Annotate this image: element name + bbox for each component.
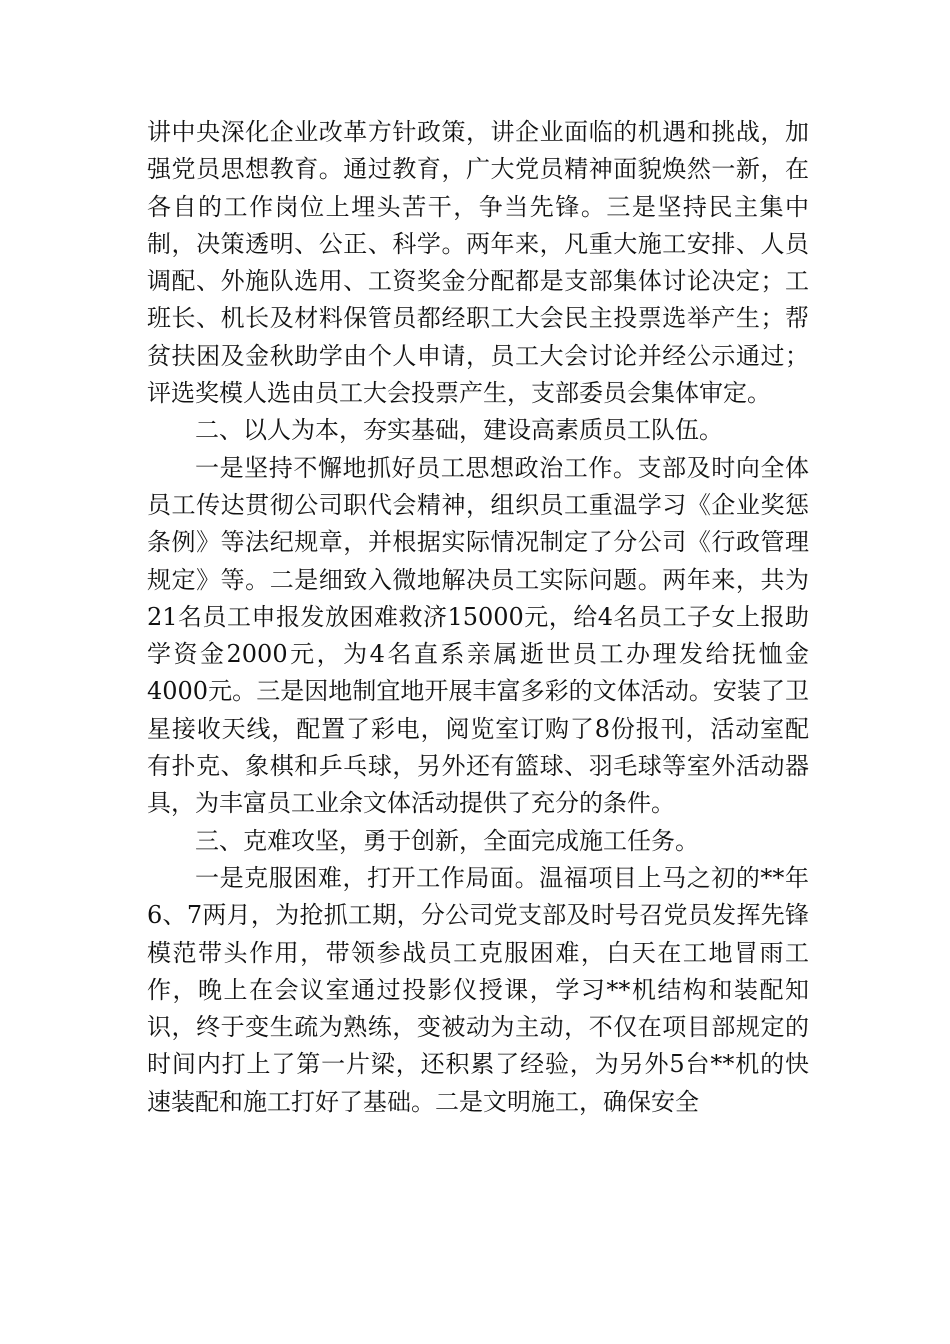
- section-heading-2: 二、以人为本，夯实基础，建设高素质员工队伍。: [195, 416, 723, 445]
- paragraph-section-2: 一是坚持不懈地抓好员工思想政治工作。支部及时向全体员工传达贯彻公司职代会精神，组织员工重温学习《企业奖惩条例》等法纪规章，并根据实际情况制定了分公司《行政管理规定》等。二是细致入微地解决员工实际问题。两年来，共为21名员工申报发放困难救济15000元，给4名员工子女上报助学资金2000元，为4名直系亲属逝世员工办理发给抚恤金4000元。三是因地制宜地开展丰富多彩的文体活动。安装了卫星接收天线，配置了彩电，阅览室订购了8份报刊，活动室配有扑克、象棋和乒乓球，另外还有篮球、羽毛球等室外活动器具，为丰富员工业余文体活动提供了充分的条件。: [147, 453, 809, 818]
- paragraph-continued: 讲中央深化企业改革方针政策，讲企业面临的机遇和挑战，加强党员思想教育。通过教育，广大党员精神面貌焕然一新，在各自的工作岗位上埋头苦干，争当先锋。三是坚持民主集中制，决策透明、公正、科学。两年来，凡重大施工安排、人员调配、外施队选用、工资奖金分配都是支部集体讨论决定；工班长、机长及材料保管员都经职工大会民主投票选举产生；帮贫扶困及金秋助学由个人申请，员工大会讨论并经公示通过；评选奖模人选由员工大会投票产生，支部委员会集体审定。: [147, 118, 809, 408]
- paragraph-section-3: 一是克服困难，打开工作局面。温福项目上马之初的**年6、7两月，为抢抓工期，分公司党支部及时号召党员发挥先锋模范带头作用，带领参战员工克服困难，白天在工地冒雨工作，晚上在会议室通过投影仪授课，学习**机结构和装配知识，终于变生疏为熟练，变被动为主动，不仅在项目部规定的时间内打上了第一片梁，还积累了经验，为另外5台**机的快速装配和施工打好了基础。二是文明施工，确保安全: [147, 863, 809, 1116]
- document-body: [147, 114, 809, 1121]
- section-heading-3: 三、克难攻坚，勇于创新，全面完成施工任务。: [195, 826, 699, 855]
